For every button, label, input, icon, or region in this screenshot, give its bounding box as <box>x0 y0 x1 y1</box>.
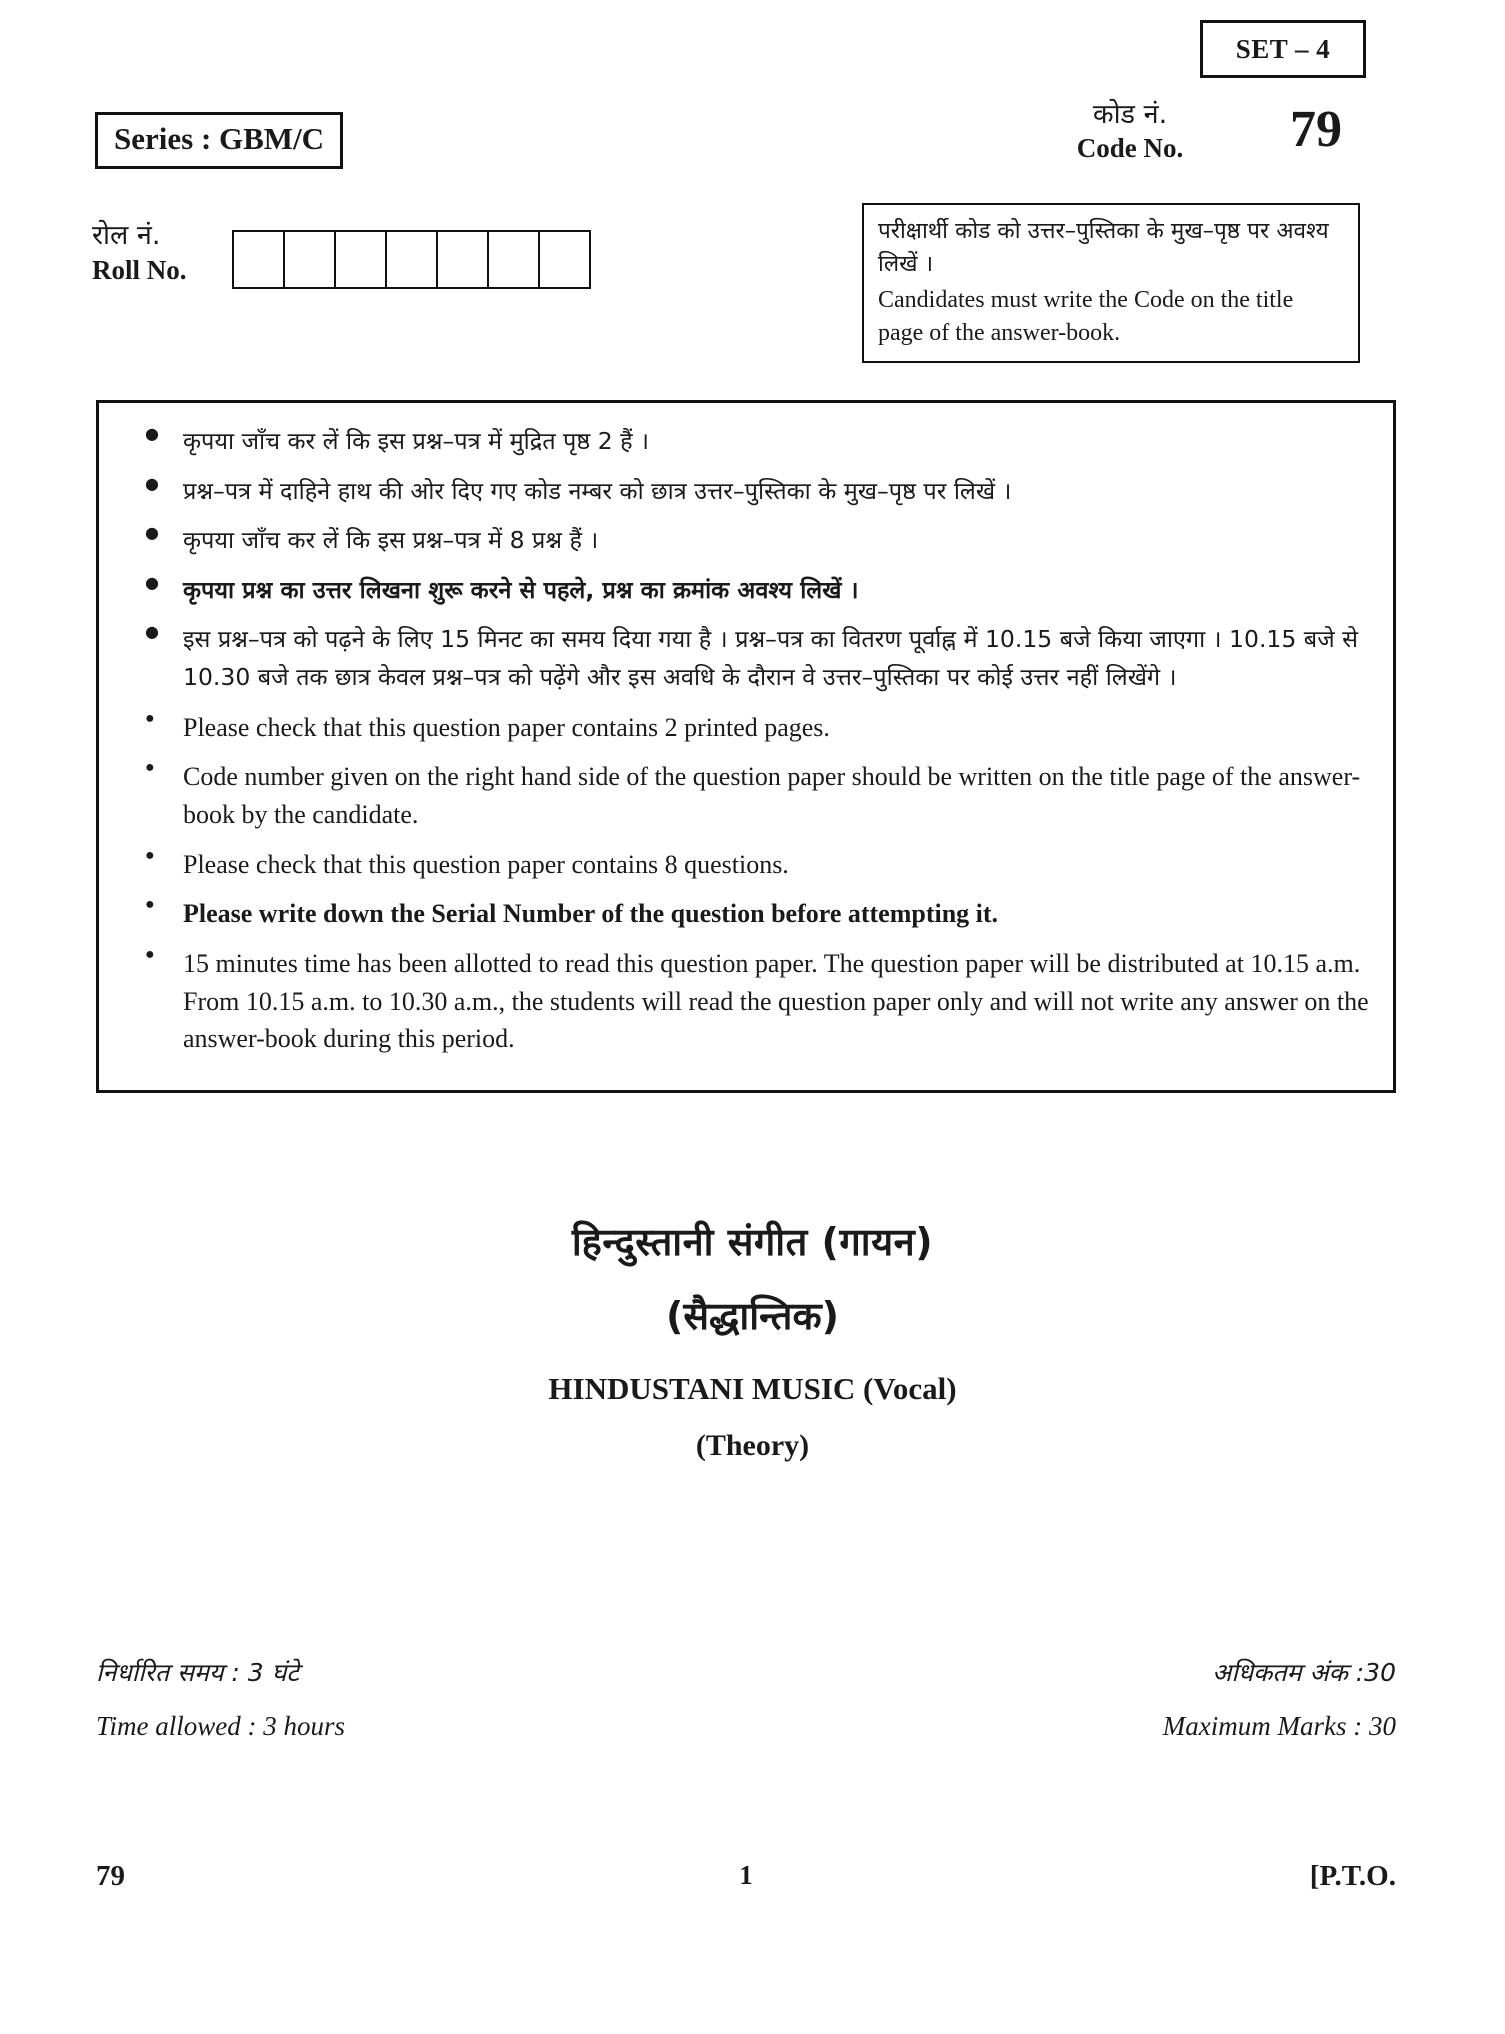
roll-no-label-english: Roll No. <box>92 255 187 286</box>
roll-no-input-boxes[interactable] <box>232 230 591 289</box>
instruction-item: ● Please write down the Serial Number of the question before attempting it. <box>117 895 1369 933</box>
code-note-box <box>862 203 1360 363</box>
instruction-item: ● इस प्रश्न–पत्र को पढ़ने के लिए 15 मिनट का समय दिया गया है । प्रश्न–पत्र का वितरण पूर्वाह्न में 10.15 बजे किया जाएगा । 10.15 बजे से 10.30 बजे तक छात्र केवल प्रश्न–पत्र को पढ़ेंगे और इस अवधि के दौरान वे उत्तर–पुस्तिका पर कोई उत्तर नहीं लिखेंगे । <box>117 621 1369 696</box>
title-hindi-line2: (सैद्धान्तिक) <box>665 1294 840 1338</box>
instructions-list <box>117 423 1369 1058</box>
instructions-box <box>96 400 1396 1093</box>
roll-no-cell[interactable] <box>540 232 589 287</box>
footer-pto: [P.T.O. <box>1309 1860 1396 1892</box>
roll-no-label <box>92 218 187 288</box>
instruction-item: ● 15 minutes time has been allotted to read this question paper. The question paper will be distributed at 10.15 a.m. From 10.15 a.m. to 10.30 a.m., the students will read the question paper only and will not write any answer on the answer-book during this period. <box>117 945 1369 1058</box>
roll-no-label-hindi: रोल नं. <box>92 220 161 251</box>
roll-no-cell[interactable] <box>489 232 540 287</box>
footer-page-number: 1 <box>739 1860 753 1890</box>
instruction-item: ● Code number given on the right hand side of the question paper should be written on the title page of the answer-book by the candidate. <box>117 758 1369 833</box>
paper-title <box>0 1215 1505 1463</box>
code-note-hindi: परीक्षार्थी कोड को उत्तर–पुस्तिका के मुख–पृष्ठ पर अवश्य लिखें । <box>878 218 1329 277</box>
exam-meta <box>96 1655 1396 1764</box>
roll-no-cell[interactable] <box>387 232 438 287</box>
maximum-marks-hindi: अधिकतम अंक :30 <box>1212 1658 1396 1687</box>
meta-row-english <box>96 1711 1396 1742</box>
instruction-item: ● Please check that this question paper contains 8 questions. <box>117 846 1369 884</box>
code-label-hindi: कोड नं. <box>1092 99 1168 130</box>
set-badge: SET – 4 <box>1200 20 1366 78</box>
roll-no-cell[interactable] <box>285 232 336 287</box>
code-number: 79 <box>1290 101 1342 158</box>
instruction-item: ● कृपया प्रश्न का उत्तर लिखना शुरू करने से पहले, प्रश्न का क्रमांक अवश्य लिखें । <box>117 572 1369 610</box>
code-label <box>1020 98 1240 166</box>
code-note-english: Candidates must write the Code on the title page of the answer-book. <box>878 287 1294 346</box>
instruction-item: ● कृपया जाँच कर लें कि इस प्रश्न–पत्र में मुद्रित पृष्ठ 2 हैं । <box>117 423 1369 461</box>
instruction-item: ● Please check that this question paper contains 2 printed pages. <box>117 709 1369 747</box>
series-label: Series : GBM/C <box>95 112 343 169</box>
page-footer <box>96 1860 1396 1893</box>
footer-code: 79 <box>96 1860 125 1892</box>
title-english-line1: HINDUSTANI MUSIC (Vocal) <box>548 1371 957 1406</box>
time-allowed-english: Time allowed : 3 hours <box>96 1711 346 1741</box>
title-hindi-line1: हिन्दुस्तानी संगीत (गायन) <box>571 1220 934 1264</box>
code-label-english: Code No. <box>1076 132 1184 163</box>
time-allowed-hindi: निर्धारित समय : 3 घंटे <box>96 1658 299 1687</box>
roll-no-cell[interactable] <box>234 232 285 287</box>
title-english-line2: (Theory) <box>695 1429 810 1462</box>
instruction-item: ● कृपया जाँच कर लें कि इस प्रश्न–पत्र में 8 प्रश्न हैं । <box>117 522 1369 560</box>
instruction-item: ● प्रश्न–पत्र में दाहिने हाथ की ओर दिए गए कोड नम्बर को छात्र उत्तर–पुस्तिका के मुख–पृष्ठ पर लिखें । <box>117 473 1369 511</box>
roll-no-cell[interactable] <box>438 232 489 287</box>
maximum-marks-english: Maximum Marks : 30 <box>1162 1711 1396 1741</box>
roll-no-cell[interactable] <box>336 232 387 287</box>
meta-row-hindi <box>96 1655 1396 1689</box>
